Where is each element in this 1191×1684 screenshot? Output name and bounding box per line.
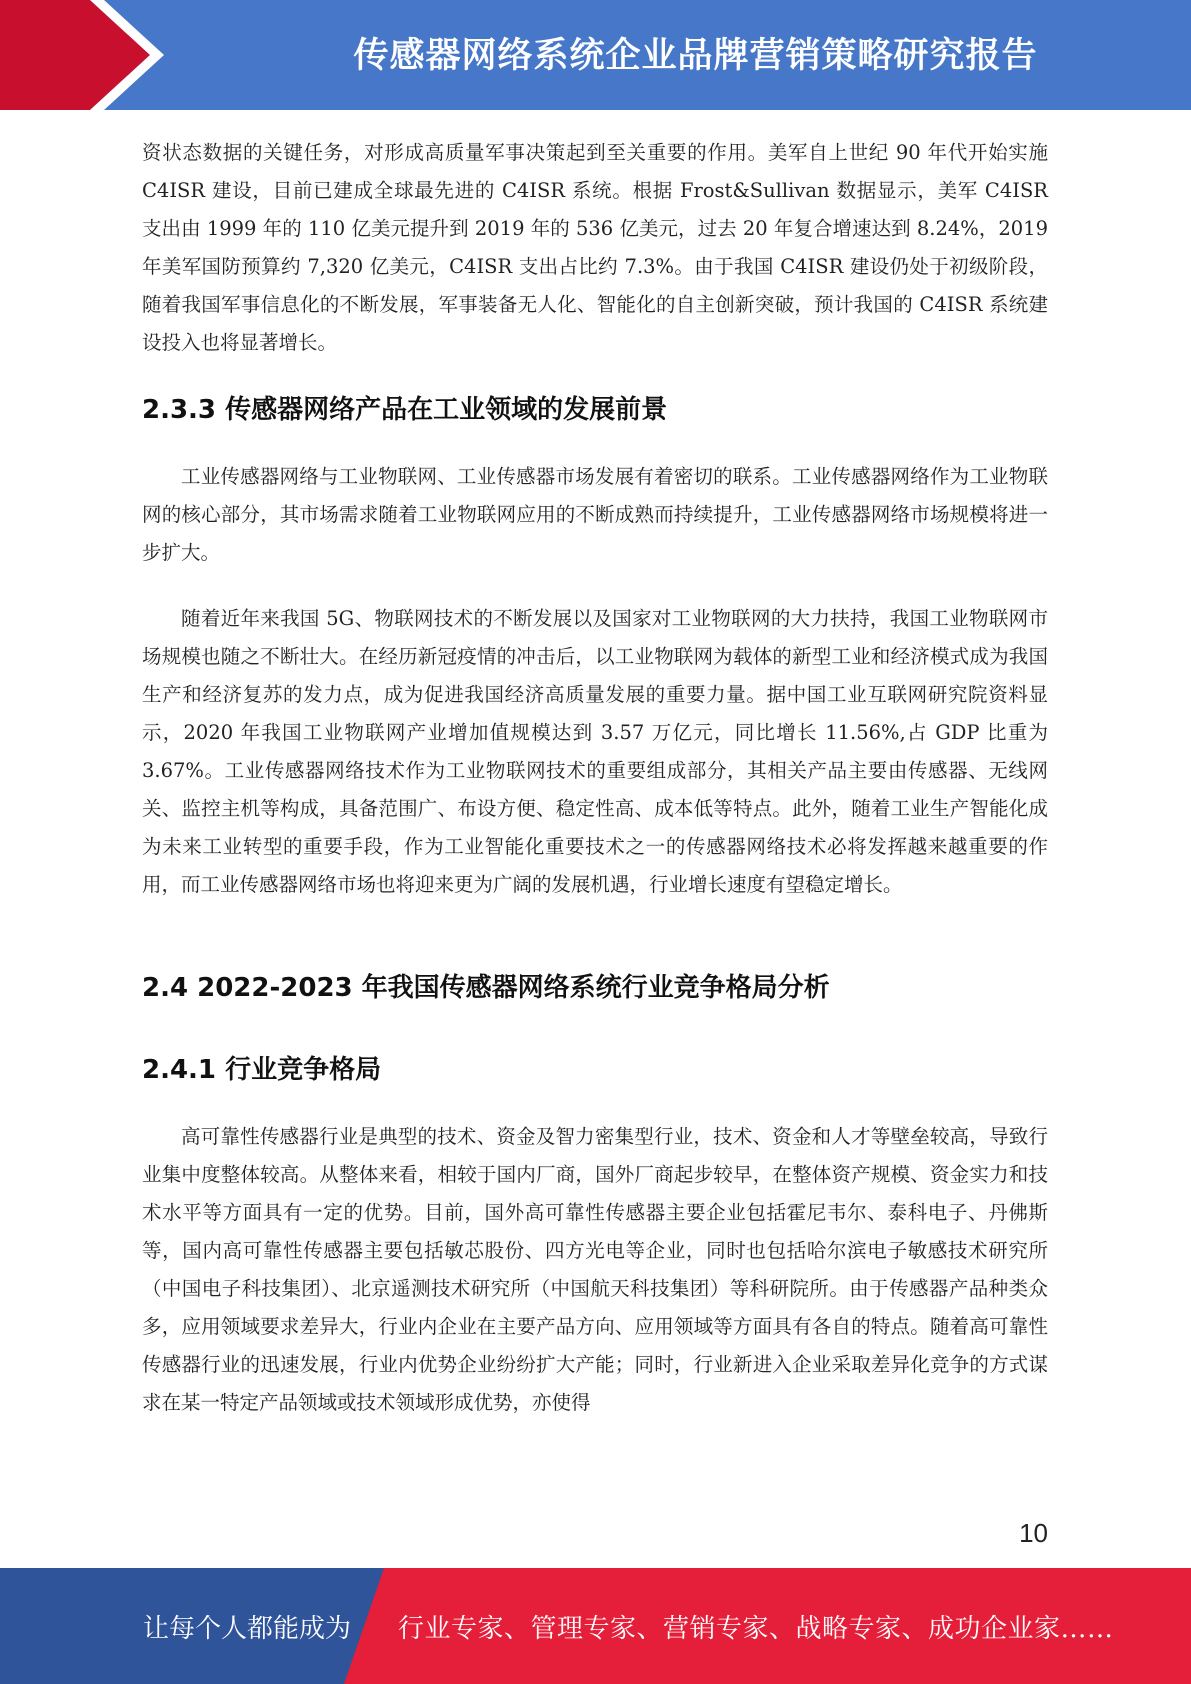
footer-slogan-left: 让每个人都能成为 xyxy=(143,1614,352,1644)
page-number: 10 xyxy=(1019,1518,1048,1548)
paragraph-c4isr: 资状态数据的关键任务，对形成高质量军事决策起到至关重要的作用。美军自上世纪 90 年代开始实施 C4ISR 建设，目前已建成全球最先进的 C4ISR 系统。根据 Frost&Sullivan 数据显示，美军 C4ISR 支出由 1999 年的 110 亿美元提升到 2019 年的 536 亿美元，过去 20 年复合增速达到 8.24%，2019 年美军国防预算约 7,320 亿美元，C4ISR 支出占比约 7.3%。由于我国 C4ISR 建设仍处于初级阶段，随着我国军事信息化的不断发展，军事装备无人化、智能化的自主创新突破，预计我国的 C4ISR 系统建设投入也将显著增长。 xyxy=(142,141,1048,354)
report-title: 传感器网络系统企业品牌营销策略研究报告 xyxy=(353,36,1038,76)
page-footer xyxy=(0,1568,1191,1684)
heading-2-4-1: 2.4.1 行业竞争格局 xyxy=(142,1055,382,1085)
paragraph-industrial-sensor-network: 工业传感器网络与工业物联网、工业传感器市场发展有着密切的联系。工业传感器网络作为工业物联网的核心部分，其市场需求随着工业物联网应用的不断成熟而持续提升，工业传感器网络市场规模将进一步扩大。 xyxy=(142,465,1048,564)
page-header xyxy=(0,0,1191,110)
header-red-arrow xyxy=(0,0,150,110)
heading-2-4: 2.4 2022-2023 年我国传感器网络系统行业竞争格局分析 xyxy=(142,973,830,1003)
document-body xyxy=(142,134,1048,1422)
paragraph-competition: 高可靠性传感器行业是典型的技术、资金及智力密集型行业，技术、资金和人才等壁垒较高，导致行业集中度整体较高。从整体来看，相较于国内厂商，国外厂商起步较早，在整体资产规模、资金实力和技术水平等方面具有一定的优势。目前，国外高可靠性传感器主要企业包括霍尼韦尔、泰科电子、丹佛斯等，国内高可靠性传感器主要包括敏芯股份、四方光电等企业，同时也包括哈尔滨电子敏感技术研究所（中国电子科技集团）、北京遥测技术研究所（中国航天科技集团）等科研院所。由于传感器产品种类众多，应用领域要求差异大，行业内企业在主要产品方向、应用领域等方面具有各自的特点。随着高可靠性传感器行业的迅速发展，行业内优势企业纷纷扩大产能；同时，行业新进入企业采取差异化竞争的方式谋求在某一特定产品领域或技术领域形成优势，亦使得 xyxy=(142,1125,1048,1414)
heading-2-3-3: 2.3.3 传感器网络产品在工业领域的发展前景 xyxy=(142,395,668,425)
footer-slogan-right: 行业专家、管理专家、营销专家、战略专家、成功企业家…… xyxy=(398,1614,1114,1644)
paragraph-industrial-iot: 随着近年来我国 5G、物联网技术的不断发展以及国家对工业物联网的大力扶持，我国工业物联网市场规模也随之不断壮大。在经历新冠疫情的冲击后，以工业物联网为载体的新型工业和经济模式成为我国生产和经济复苏的发力点，成为促进我国经济高质量发展的重要力量。据中国工业互联网研究院资料显示，2020 年我国工业物联网产业增加值规模达到 3.57 万亿元，同比增长 11.56%,占 GDP 比重为 3.67%。工业传感器网络技术作为工业物联网技术的重要组成部分，其相关产品主要由传感器、无线网关、监控主机等构成，具备范围广、布设方便、稳定性高、成本低等特点。此外，随着工业生产智能化成为未来工业转型的重要手段，作为工业智能化重要技术之一的传感器网络技术必将发挥越来越重要的作用，而工业传感器网络市场也将迎来更为广阔的发展机遇，行业增长速度有望稳定增长。 xyxy=(142,607,1048,896)
